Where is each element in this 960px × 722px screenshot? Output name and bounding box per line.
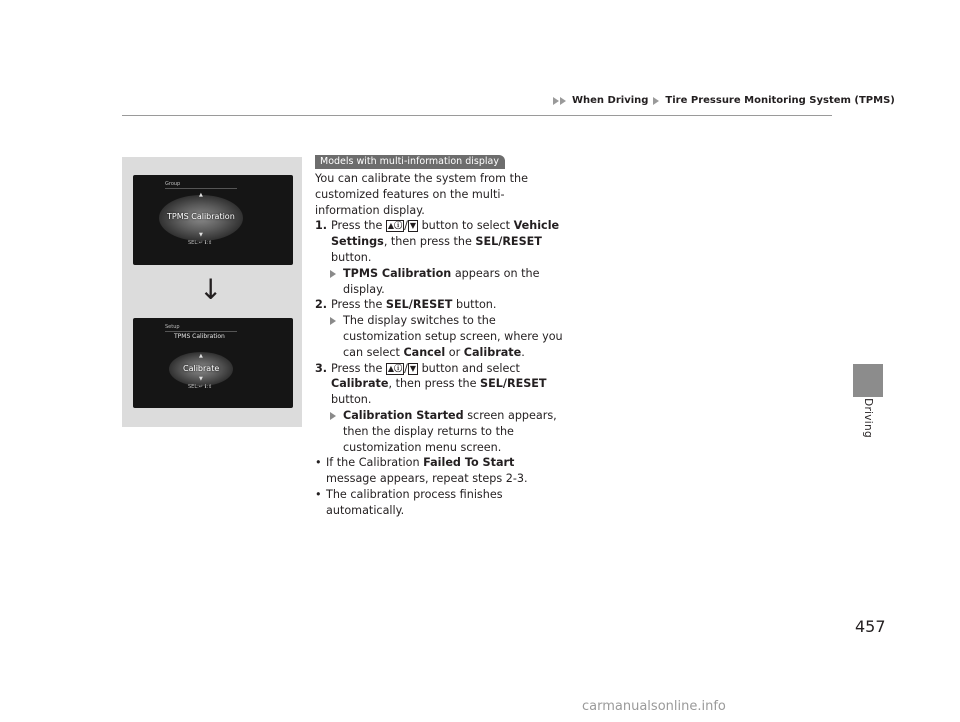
screen-header: Setup <box>165 324 180 330</box>
down-key-icon: ▼ <box>409 363 417 373</box>
step-3: 3. Press the ▲ⓘ / ▼ button and select Calibrate, then press the SEL/RESET button. <box>315 361 547 407</box>
screen-item: TPMS Calibration <box>167 212 235 221</box>
header-rule <box>122 115 832 116</box>
screen-header: Group <box>165 181 181 187</box>
down-arrow-icon: ↓ <box>199 273 223 306</box>
watermark[interactable]: carmanualsonline.info <box>582 699 726 714</box>
step-2-result: The display switches to the customization setup screen, where you can select Cancel or Calibrate. <box>315 313 565 360</box>
up-info-key-icon: ▲ⓘ <box>387 363 403 373</box>
up-arrow-icon: ▲ <box>199 192 203 198</box>
screen-divider <box>165 331 237 332</box>
screen-sel-hint: SEL:↵ ℹ:⇕ <box>188 384 213 390</box>
breadcrumb-arrow-icon <box>553 97 559 105</box>
intro-text: You can calibrate the system from the customized features on the multi-information display. <box>315 172 528 217</box>
bullet-automatic: • The calibration process finishes automatically. <box>315 487 503 517</box>
breadcrumb-arrow-icon <box>653 97 659 105</box>
breadcrumb-when-driving[interactable]: When Driving <box>572 95 649 106</box>
bullet-icon: • <box>315 487 322 501</box>
down-arrow-icon: ▼ <box>199 376 203 382</box>
breadcrumb-arrow-icon <box>560 97 566 105</box>
display-screen-group <box>133 175 293 265</box>
display-screen-setup <box>133 318 293 408</box>
step-3-result: Calibration Started screen appears, then the display returns to the customization menu screen. <box>315 408 565 455</box>
screen-sel-hint: SEL:↵ ℹ:⇕ <box>188 240 213 246</box>
up-info-key-icon: ▲ⓘ <box>387 221 403 231</box>
result-arrow-icon <box>330 412 336 420</box>
down-arrow-icon: ▼ <box>199 232 203 238</box>
up-arrow-icon: ▲ <box>199 353 203 359</box>
screen-item: Calibrate <box>183 364 220 373</box>
breadcrumb <box>553 95 895 106</box>
page-number: 457 <box>855 617 886 636</box>
instructions <box>315 171 565 519</box>
bullet-icon: • <box>315 456 322 470</box>
step-2: 2. Press the SEL/RESET button. <box>315 298 497 312</box>
breadcrumb-tpms[interactable]: Tire Pressure Monitoring System (TPMS) <box>665 95 895 106</box>
step-1-result: TPMS Calibration appears on the display. <box>315 266 565 298</box>
step-1: 1. Press the ▲ⓘ / ▼ button to select Vehicle Settings, then press the SEL/RESET button. <box>315 219 560 264</box>
result-arrow-icon <box>330 317 336 325</box>
model-badge: Models with multi-information display <box>315 155 505 169</box>
screen-title: TPMS Calibration <box>174 333 225 340</box>
chapter-tab-label: Driving <box>862 398 874 438</box>
result-arrow-icon <box>330 270 336 278</box>
bullet-failed: • If the Calibration Failed To Start message appears, repeat steps 2-3. <box>315 456 528 486</box>
down-key-icon: ▼ <box>409 221 417 231</box>
screen-divider <box>165 188 237 189</box>
